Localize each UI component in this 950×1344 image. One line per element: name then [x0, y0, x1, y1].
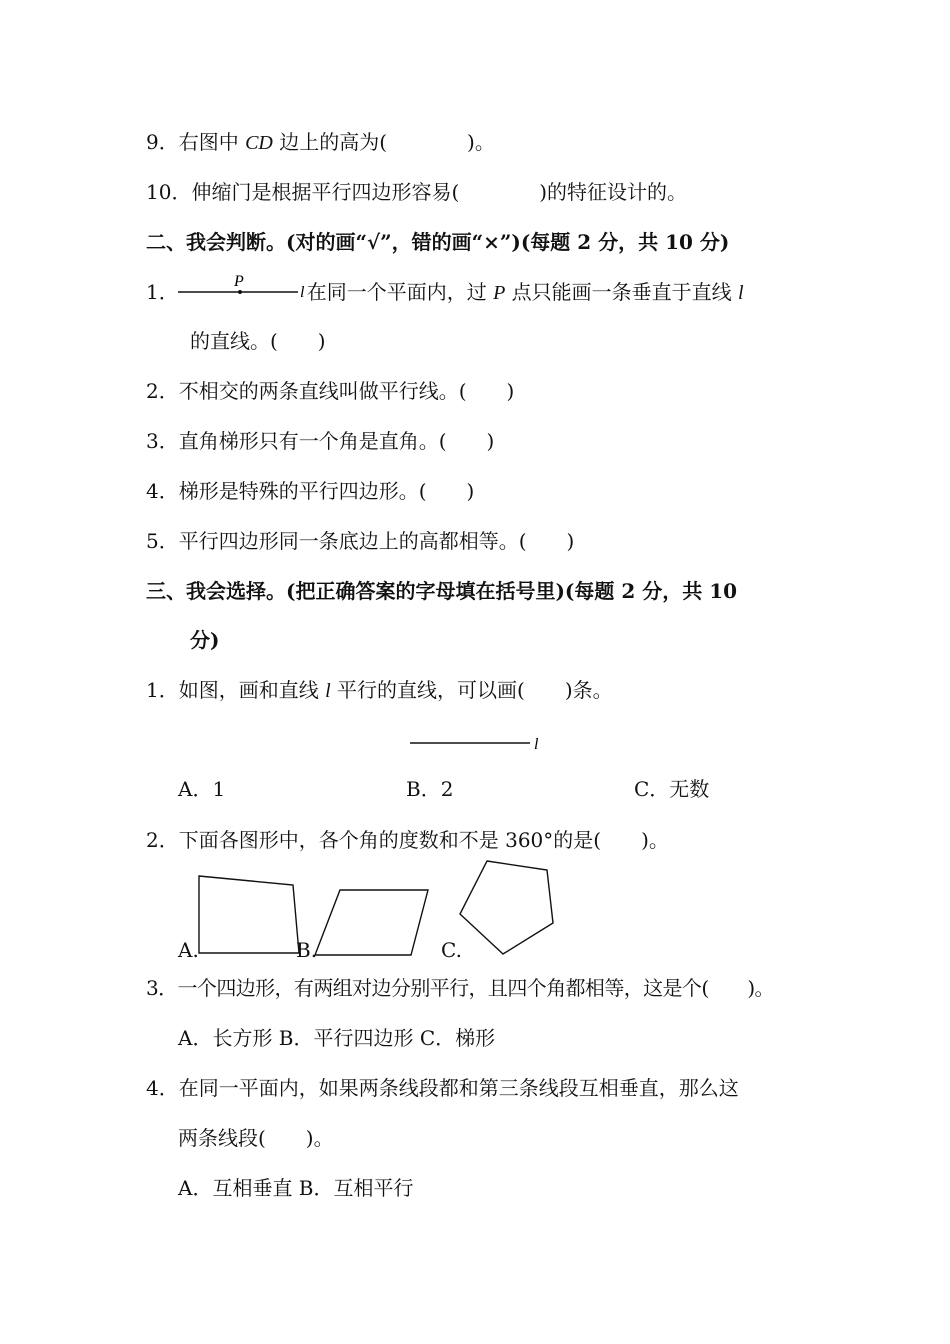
section-2-heading: 二、我会判断。(对的画“√”，错的画“×”)(每题 2 分，共 10 分): [146, 230, 730, 254]
line-label-text: l: [325, 680, 331, 702]
option-a: A．1: [178, 777, 226, 801]
option-c: C．无数: [634, 777, 710, 801]
question-text: 一个四边形，有两组对边分别平行，且四个角都相等，这是个( )。: [177, 976, 774, 1000]
question-number: 3．: [146, 976, 178, 1000]
question-text: 在同一个平面内，过: [306, 280, 494, 304]
point-p: [238, 290, 242, 294]
question-number: 1．: [146, 280, 179, 304]
shape-label-b: B.: [296, 938, 318, 962]
section-3-heading-cont: 分): [190, 628, 220, 652]
question-4-options: A．互相垂直 B．互相平行: [178, 1176, 414, 1200]
question-9: [146, 128, 495, 157]
line-label: l: [300, 284, 305, 301]
question-text: 边上的高为( )。: [272, 130, 495, 154]
quadrilateral-shape: [199, 876, 299, 953]
question-text: 点只能画一条垂直于直线: [505, 280, 739, 304]
point-label-text: P: [493, 282, 506, 304]
question-text: 直角梯形只有一个角是直角。( ): [178, 429, 495, 453]
choice-question-3: [146, 974, 774, 1002]
question-number: 3．: [146, 429, 179, 453]
question-number: 1．: [146, 678, 179, 702]
shape-label-c: C.: [441, 938, 462, 962]
question-number: 4．: [146, 1076, 179, 1100]
choice-question-4-cont: 两条线段( )。: [178, 1126, 334, 1150]
line-label: l: [534, 736, 539, 753]
question-text: 在同一平面内，如果两条线段都和第三条线段互相垂直，那么这: [178, 1076, 739, 1100]
question-number: 5．: [146, 529, 179, 553]
judge-question-4: [146, 477, 474, 505]
question-number: 9．: [146, 130, 179, 154]
question-text: 右图中: [178, 130, 246, 154]
option-b: B．2: [406, 777, 454, 801]
question-10: [146, 178, 687, 206]
judge-question-3: [146, 427, 494, 455]
judge-question-1-cont: 的直线。( ): [190, 329, 326, 353]
question-number: 2．: [146, 828, 179, 852]
question-3-options: A．长方形 B．平行四边形 C．梯形: [178, 1026, 496, 1050]
question-number: 10．: [146, 180, 192, 204]
judge-question-2: [146, 377, 514, 405]
question-text: 梯形是特殊的平行四边形。( ): [178, 479, 475, 503]
question-text: 伸缩门是根据平行四边形容易( )的特征设计的。: [191, 180, 688, 204]
shapes-figure: [170, 855, 570, 967]
question-text: 平行四边形同一条底边上的高都相等。( ): [178, 529, 575, 553]
question-text: 不相交的两条直线叫做平行线。( ): [178, 379, 515, 403]
question-text: 下面各图形中，各个角的度数和不是 360°的是( )。: [178, 828, 669, 852]
question-number: 2．: [146, 379, 179, 403]
question-text: 平行的直线，可以画( )条。: [330, 678, 613, 702]
choice-question-4: [146, 1074, 739, 1102]
line-label-text: l: [738, 282, 744, 304]
segment-label: CD: [245, 132, 273, 154]
parallelogram-shape: [315, 890, 428, 955]
section-3-heading: 三、我会选择。(把正确答案的字母填在括号里)(每题 2 分，共 10: [146, 579, 738, 603]
pentagon-shape: [460, 861, 553, 954]
shape-label-a: A.: [178, 938, 199, 962]
choice-question-1: [146, 676, 613, 705]
question-text: 如图，画和直线: [178, 678, 326, 702]
judge-question-5: [146, 527, 574, 555]
point-label: P: [234, 273, 244, 290]
point-line-figure: [176, 272, 316, 302]
question-number: 4．: [146, 479, 179, 503]
choice-question-2: [146, 826, 669, 854]
line-l-figure: [410, 732, 550, 756]
